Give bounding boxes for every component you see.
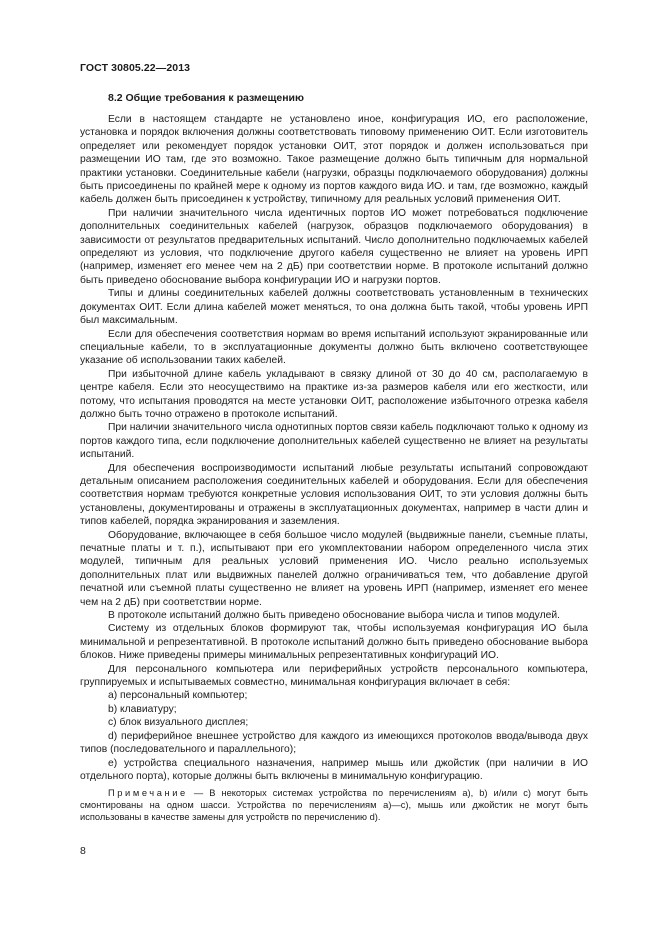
note-text: — В некоторых системах устройства по перечислениям а), b) и/или с) могут быть смонтированы на одном шасси. Устройства по перечислениям а)—с), мышь или джойстик не могут быть использованы в качестве замены для устройств по перечислению d).	[80, 788, 588, 823]
paragraph: Если для обеспечения соответствия нормам во время испытаний используют экранированные или специальные кабели, то в эксплуатационные документы должно быть включено соответствующее указание об использовании таких кабелей.	[80, 328, 588, 367]
paragraph: Оборудование, включающее в себя большое число модулей (выдвижные панели, съемные платы, печатные платы и т. п.), испытывают при его укомплектовании набором определенного числа этих модулей, типичным для реальных условий применения ИО. Число реально используемых дополнительных плат или выдвижных панелей должно ограничиваться тем, что добавление другой печатной или съемной платы существенно не влияет на уровень ИРП (например, изменяет его менее чем на 2 дБ) при соответствии норме.	[80, 529, 588, 608]
list-item: d) периферийное внешнее устройство для каждого из имеющихся протоколов ввода/вывода двух типов (последовательного и параллельного);	[80, 730, 588, 756]
paragraph: Типы и длины соединительных кабелей должны соответствовать установленным в технических документах ОИТ. Если длина кабелей может меняться, то она должна быть такой, чтобы уровень ИРП был максимальным.	[80, 288, 588, 327]
section-title: 8.2 Общие требования к размещению	[108, 92, 304, 104]
list-item: е) устройства специального назначения, например мышь или джойстик (при наличии в ИО отдельного порта), которые должны быть включены в минимальную конфигурацию.	[80, 757, 588, 782]
list-item: а) персональный компьютер;	[108, 690, 248, 702]
standard-header: ГОСТ 30805.22—2013	[80, 62, 191, 74]
note-label: Примечание	[108, 788, 188, 799]
paragraph: В протоколе испытаний должно быть приведено обоснование выбора числа и типов модулей.	[108, 610, 560, 622]
note	[80, 787, 588, 823]
paragraph: При наличии значительного числа однотипных портов связи кабель подключают только к одному из портов каждого типа, если подключение дополнительных кабелей существенно не влияет на результаты испытаний.	[80, 422, 589, 461]
paragraph: Для обеспечения воспроизводимости испытаний любые результаты испытаний сопровождают детальным описанием расположения соединительных кабелей и оборудования. Если для обеспечения соответствия нормам требуются конкретные условия использования ОИТ, то эти условия должны быть установлены, документированы и отражены в эксплуатационных документах, например в части длин и типов кабелей, порядка экранирования и заземления.	[80, 462, 588, 528]
list-item: b) клавиатуру;	[108, 703, 177, 715]
paragraph: Для персонального компьютера или периферийных устройств персонального компьютера, группируемых и испытываемых совместно, минимальная конфигурация включает в себя:	[80, 663, 588, 689]
paragraph: При избыточной длине кабель укладывают в связку длиной от 30 до 40 см, располагаемую в центре кабеля. Если это неосуществимо на практике из-за размеров кабеля или его жесткости, или потому, что испытания проводятся на месте установки ОИТ, расположение избыточного отрезка кабеля должно быть точно отражено в протоколе испытаний.	[80, 368, 588, 420]
page-content	[80, 92, 588, 823]
paragraph: Систему из отдельных блоков формируют так, чтобы используемая конфигурация ИО была минимальной и репрезентативной. В протоколе испытаний должно быть приведено обоснование выбора блоков. Ниже приведены примеры минимальных репрезентативных конфигураций ИО.	[80, 623, 588, 662]
page-number: 8	[80, 845, 86, 857]
paragraph: Если в настоящем стандарте не установлено иное, конфигурация ИО, его расположение, установка и порядок включения должны соответствовать типовому применению ОИТ. Если изготовитель определяет или рекомендует порядок установки ОИТ, этот порядок и должен использоваться при размещении ИО там, где это возможно. Такое размещение должно быть типичным для нормальной практики установки. Соединительные кабели (нагрузки, образцы подключаемого оборудования) должны быть присоединены по крайней мере к одному из портов каждого вида ИО. и там, где возможно, каждый кабель должен быть присоединен к устройству, типичному для реальных условий применения ОИТ.	[80, 114, 588, 206]
paragraph: При наличии значительного числа идентичных портов ИО может потребоваться подключение дополнительных соединительных кабелей (нагрузок, образцов подключаемого оборудования) в зависимости от результатов предварительных испытаний. Число дополнительно подключаемых кабелей определяют из условия, что подключение другого кабеля существенно не влияет на уровень ИРП (например, изменяет его менее чем на 2 дБ) при соответствии норме. В протоколе испытаний должно быть приведено обоснование выбора конфигурации ИО и нагрузки портов.	[80, 207, 588, 286]
list-item: с) блок визуального дисплея;	[108, 717, 249, 729]
